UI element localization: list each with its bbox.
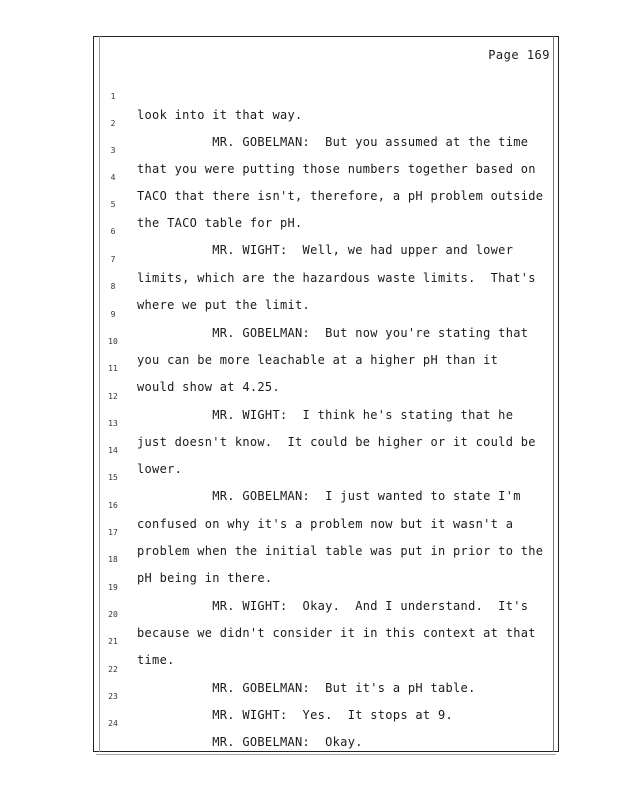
line-text: MR. WIGHT: Okay. And I understand. It's	[137, 599, 529, 613]
transcript-line	[0, 97, 618, 149]
line-number: 18	[108, 555, 118, 564]
transcript-line	[0, 315, 618, 367]
line-number: 22	[108, 665, 118, 674]
line-number: 15	[108, 473, 118, 482]
line-text: MR. WIGHT: Well, we had upper and lower	[137, 243, 514, 257]
line-text: MR. GOBELMAN: But it's a pH table.	[137, 681, 476, 695]
line-text: just doesn't know. It could be higher or it could be	[137, 435, 536, 449]
line-number: 19	[108, 583, 118, 592]
line-number: 13	[108, 419, 118, 428]
line-text: the TACO table for pH.	[137, 216, 303, 230]
line-number: 23	[108, 692, 118, 701]
line-number: 1	[110, 92, 116, 101]
transcript-line	[0, 178, 618, 230]
page-number: Page 169	[488, 48, 550, 62]
transcript-line	[0, 643, 618, 695]
line-number: 6	[110, 227, 116, 236]
transcript-line	[0, 233, 618, 285]
transcript-line	[0, 370, 618, 422]
transcript-line	[0, 288, 618, 340]
transcript-line	[0, 124, 618, 176]
line-text: look into it that way.	[137, 108, 303, 122]
line-text: MR. GOBELMAN: But now you're stating that	[137, 326, 529, 340]
line-text: MR. GOBELMAN: I just wanted to state I'm	[137, 489, 521, 503]
line-number: 11	[108, 364, 118, 373]
line-number: 14	[108, 446, 118, 455]
line-number: 9	[110, 310, 116, 319]
line-number: 5	[110, 200, 116, 209]
line-number: 24	[108, 719, 118, 728]
line-number: 10	[108, 337, 118, 346]
line-number: 2	[110, 119, 116, 128]
line-number: 21	[108, 637, 118, 646]
transcript-line	[0, 615, 618, 667]
transcript-line	[0, 670, 618, 722]
transcript-line	[0, 533, 618, 585]
line-text: time.	[137, 653, 175, 667]
transcript-line	[0, 342, 618, 394]
transcript-line	[0, 697, 618, 749]
line-text: MR. WIGHT: Yes. It stops at 9.	[137, 708, 454, 722]
line-number: 4	[110, 173, 116, 182]
line-number: 3	[110, 146, 116, 155]
line-text: that you were putting those numbers together based on	[137, 162, 536, 176]
line-text: TACO that there isn't, therefore, a pH problem outside	[137, 189, 544, 203]
line-number: 16	[108, 501, 118, 510]
line-text: would show at 4.25.	[137, 380, 280, 394]
transcript-line	[0, 151, 618, 203]
line-text: where we put the limit.	[137, 298, 311, 312]
transcript-line	[0, 260, 618, 312]
line-text: problem when the initial table was put in prior to the	[137, 544, 544, 558]
line-number: 7	[110, 255, 116, 264]
transcript-line	[0, 561, 618, 613]
transcript-line	[0, 588, 618, 640]
line-number: 8	[110, 282, 116, 291]
line-number: 20	[108, 610, 118, 619]
line-text: confused on why it's a problem now but it wasn't a	[137, 517, 514, 531]
line-text: MR. GOBELMAN: But you assumed at the time	[137, 135, 529, 149]
transcript-line	[0, 479, 618, 531]
transcript-line	[0, 70, 618, 122]
transcript-line	[0, 205, 618, 257]
line-number: 17	[108, 528, 118, 537]
bottom-rule	[96, 754, 556, 755]
line-text: limits, which are the hazardous waste limits. That's	[137, 271, 536, 285]
transcript-line	[0, 397, 618, 449]
transcript-line	[0, 424, 618, 476]
line-text: you can be more leachable at a higher pH than it	[137, 353, 499, 367]
line-text: pH being in there.	[137, 571, 273, 585]
line-text: MR. GOBELMAN: Okay.	[137, 735, 363, 749]
transcript-line	[0, 451, 618, 503]
line-text: lower.	[137, 462, 183, 476]
transcript-line	[0, 506, 618, 558]
line-text: because we didn't consider it in this context at that	[137, 626, 536, 640]
line-number: 12	[108, 392, 118, 401]
line-text: MR. WIGHT: I think he's stating that he	[137, 408, 514, 422]
